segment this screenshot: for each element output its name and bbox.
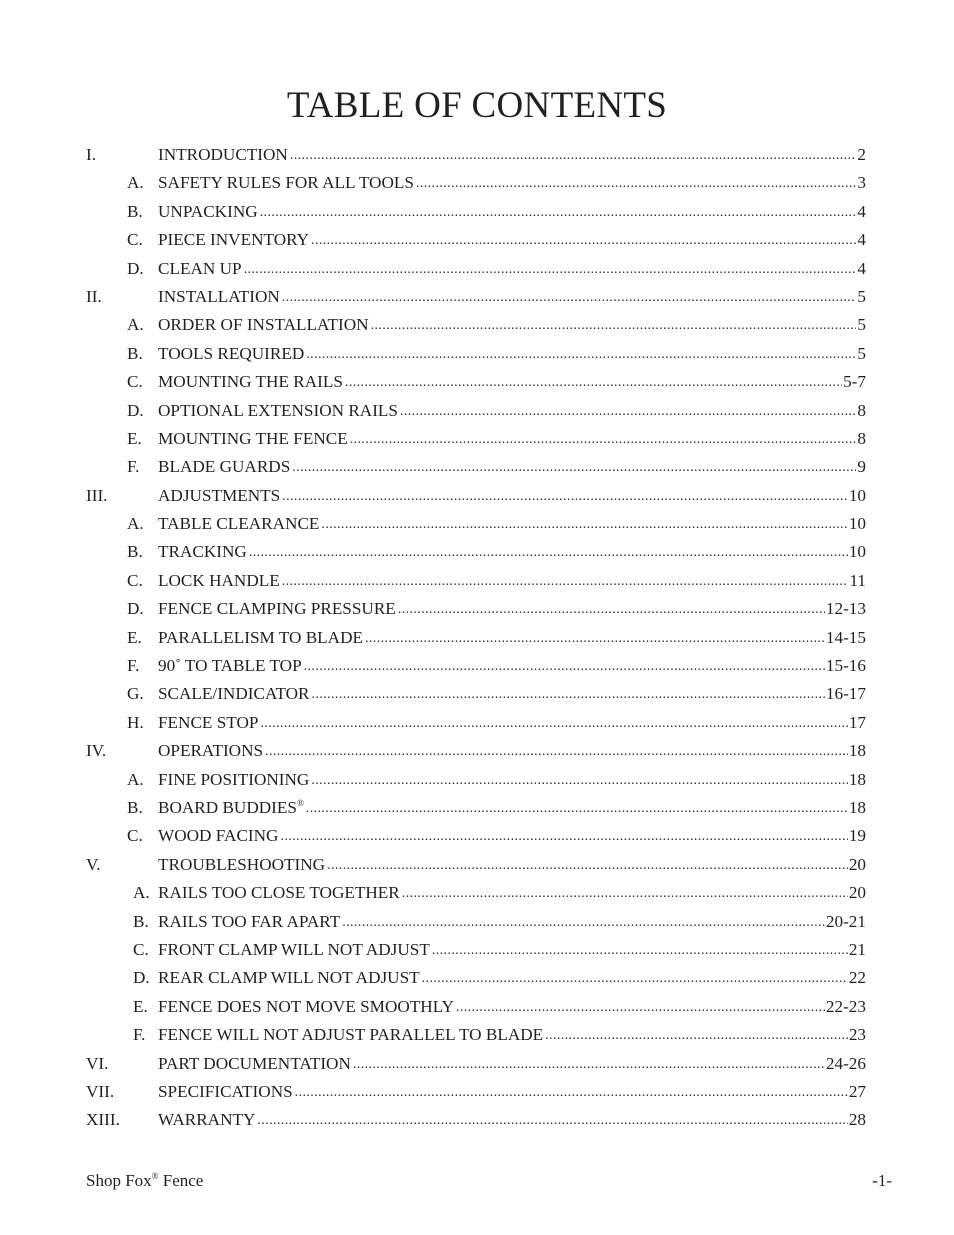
entry-title-text: FENCE CLAMPING PRESSURE <box>158 599 396 619</box>
entry-title <box>158 652 302 680</box>
footer-product: Fence <box>158 1171 204 1190</box>
toc-row <box>0 538 954 566</box>
entry-title-text: FENCE STOP <box>158 712 259 732</box>
toc-row <box>0 510 954 538</box>
section-number: VI. <box>86 1053 109 1073</box>
entry-title-text: MOUNTING THE FENCE <box>158 428 348 448</box>
toc-entry <box>158 766 866 796</box>
entry-page-number: 10 <box>848 514 866 534</box>
footer-brand <box>86 1171 203 1191</box>
entry-title-text: CLEAN UP <box>158 258 242 278</box>
entry-page-number: 10 <box>848 542 866 562</box>
dot-leader <box>280 821 847 851</box>
page-number: -1- <box>872 1171 892 1190</box>
entry-page-number: 27 <box>848 1081 866 1101</box>
section-number: XIII. <box>86 1110 120 1130</box>
subsection-letter: F. <box>133 1025 146 1045</box>
entry-title-text: BOARD BUDDIES <box>158 797 297 817</box>
entry-page-number: 22 <box>848 968 866 988</box>
toc-row <box>0 425 954 453</box>
toc-row <box>0 766 954 794</box>
subsection-letter: C. <box>127 372 143 392</box>
entry-page-number: 19 <box>848 826 866 846</box>
dot-leader <box>304 651 825 681</box>
entry-title-text: FINE POSITIONING <box>158 769 310 789</box>
entry-title <box>158 198 258 226</box>
subsection-letter: F. <box>127 656 140 676</box>
toc-row <box>0 482 954 510</box>
section-number: V. <box>86 854 101 874</box>
entry-title-text: SAFETY RULES FOR ALL TOOLS <box>158 173 414 193</box>
toc-entry <box>158 283 866 313</box>
entry-title-text: FRONT CLAMP WILL NOT ADJUST <box>158 939 430 959</box>
registered-mark: ® <box>296 797 304 808</box>
page-title: TABLE OF CONTENTS <box>286 85 668 126</box>
entry-page-number: 14-15 <box>825 627 866 647</box>
toc-entry <box>158 567 866 597</box>
entry-title-text: ORDER OF INSTALLATION <box>158 315 369 335</box>
section-number: I. <box>86 145 97 164</box>
subsection-letter: B. <box>133 911 149 931</box>
entry-title <box>158 1106 255 1134</box>
toc-row <box>0 198 954 226</box>
toc-row <box>0 993 954 1021</box>
toc-row <box>0 879 954 907</box>
entry-page-number: 23 <box>848 1025 866 1045</box>
entry-title-text: PART DOCUMENTATION <box>158 1053 351 1073</box>
toc-row <box>0 1021 954 1049</box>
entry-title-text: 90˚ TO TABLE TOP <box>158 656 302 676</box>
entry-page-number: 17 <box>848 712 866 732</box>
section-number: III. <box>86 485 108 505</box>
entry-title-text: OPERATIONS <box>158 741 264 761</box>
entry-title-text: BLADE GUARDS <box>158 457 291 477</box>
dot-leader <box>402 878 848 908</box>
toc-entry <box>158 1106 866 1136</box>
entry-title <box>158 993 454 1021</box>
toc-entry <box>158 737 866 767</box>
entry-page-number: 10 <box>848 485 866 505</box>
entry-page-number: 2 <box>857 145 866 164</box>
dot-leader <box>282 481 848 511</box>
toc-row <box>0 226 954 254</box>
toc-entry <box>158 340 866 370</box>
subsection-letter: A. <box>127 315 144 335</box>
dot-leader <box>327 850 848 880</box>
toc-row <box>0 283 954 311</box>
entry-page-number: 18 <box>848 769 866 789</box>
dot-leader <box>265 736 848 766</box>
section-number: VII. <box>86 1081 115 1101</box>
entry-title-text: FENCE DOES NOT MOVE SMOOTHLY <box>158 996 454 1016</box>
toc-row <box>0 453 954 481</box>
entry-page-number: 20-21 <box>825 911 866 931</box>
dot-leader <box>416 168 856 198</box>
entry-title-text: WOOD FACING <box>158 826 279 846</box>
entry-title-text: TROUBLESHOOTING <box>158 854 326 874</box>
entry-title-text: WARRANTY <box>158 1110 256 1130</box>
entry-title <box>158 311 369 339</box>
toc-entry <box>158 311 866 341</box>
entry-title-text: LOCK HANDLE <box>158 570 280 590</box>
entry-title <box>158 794 304 822</box>
toc-row <box>0 1050 954 1078</box>
toc-entry <box>158 453 866 483</box>
dot-leader <box>545 1020 848 1050</box>
subsection-letter: B. <box>127 201 143 221</box>
entry-title-text: MOUNTING THE RAILS <box>158 372 343 392</box>
entry-title <box>158 1021 543 1049</box>
entry-page-number: 5 <box>857 315 866 335</box>
toc-row <box>0 851 954 879</box>
toc-entry <box>158 482 866 512</box>
toc-row <box>0 567 954 595</box>
toc-entry <box>158 425 866 455</box>
subsection-letter: G. <box>127 684 144 704</box>
toc-entry <box>158 226 866 256</box>
toc-entry <box>158 624 866 654</box>
entry-page-number: 9 <box>857 457 866 477</box>
entry-title <box>158 766 309 794</box>
entry-title <box>158 255 242 283</box>
toc-row <box>0 737 954 765</box>
toc-entry <box>158 397 866 427</box>
toc-entry <box>158 1078 866 1108</box>
toc-entry <box>158 1050 866 1080</box>
toc-entry <box>158 169 866 199</box>
entry-page-number: 15-16 <box>825 656 866 676</box>
entry-title <box>158 737 263 765</box>
subsection-letter: E. <box>127 627 142 647</box>
toc-entry <box>158 964 866 994</box>
entry-title-text: SPECIFICATIONS <box>158 1081 293 1101</box>
subsection-letter: A. <box>127 514 144 534</box>
dot-leader <box>306 793 848 823</box>
toc-row <box>0 822 954 850</box>
toc-row <box>0 652 954 680</box>
entry-title <box>158 340 304 368</box>
entry-page-number: 20 <box>848 854 866 874</box>
subsection-letter: D. <box>127 258 144 278</box>
toc-entry <box>158 652 866 682</box>
entry-title-text: REAR CLAMP WILL NOT ADJUST <box>158 968 420 988</box>
dot-leader <box>353 1049 825 1079</box>
entry-title <box>158 283 280 311</box>
entry-page-number: 5 <box>857 343 866 363</box>
subsection-letter: C. <box>127 230 143 250</box>
toc-entry <box>158 879 866 909</box>
entry-page-number: 4 <box>857 201 866 221</box>
entry-title <box>158 1078 293 1106</box>
toc-row <box>0 908 954 936</box>
toc-entry <box>158 510 866 540</box>
toc-row <box>0 368 954 396</box>
dot-leader <box>345 367 842 397</box>
toc-entry <box>158 851 866 881</box>
dot-leader <box>282 566 849 596</box>
entry-title <box>158 964 420 992</box>
dot-leader <box>295 1077 848 1107</box>
toc-entry <box>158 993 866 1023</box>
subsection-letter: A. <box>127 769 144 789</box>
toc-entry <box>158 595 866 625</box>
toc-row <box>0 709 954 737</box>
table-of-contents <box>0 141 954 1135</box>
entry-title <box>158 680 310 708</box>
entry-title-text: ADJUSTMENTS <box>158 485 281 505</box>
entry-page-number: 8 <box>857 428 866 448</box>
subsection-letter: F. <box>127 457 140 477</box>
dot-leader <box>282 282 857 312</box>
entry-page-number: 18 <box>848 741 866 761</box>
entry-page-number: 18 <box>848 797 866 817</box>
toc-row <box>0 1078 954 1106</box>
entry-title <box>158 397 398 425</box>
entry-title-text: RAILS TOO CLOSE TOGETHER <box>158 883 400 903</box>
dot-leader <box>311 225 856 255</box>
entry-title <box>158 595 396 623</box>
entry-title <box>158 169 414 197</box>
entry-title <box>158 822 278 850</box>
entry-title <box>158 851 325 879</box>
dot-leader <box>398 594 825 624</box>
toc-entry <box>158 709 866 739</box>
subsection-letter: B. <box>127 797 143 817</box>
toc-entry <box>158 680 866 710</box>
dot-leader <box>365 623 825 653</box>
entry-title-text: PARALLELISM TO BLADE <box>158 627 363 647</box>
subsection-letter: E. <box>127 428 142 448</box>
entry-title <box>158 141 288 169</box>
toc-entry <box>158 936 866 966</box>
entry-title-text: OPTIONAL EXTENSION RAILS <box>158 400 398 420</box>
entry-title <box>158 368 343 396</box>
toc-row <box>0 964 954 992</box>
entry-title <box>158 624 363 652</box>
section-number: IV. <box>86 741 107 761</box>
dot-leader <box>260 708 847 738</box>
entry-title-text: UNPACKING <box>158 201 258 221</box>
entry-title-text: TRACKING <box>158 542 247 562</box>
entry-page-number: 20 <box>848 883 866 903</box>
entry-page-number: 12-13 <box>825 599 866 619</box>
toc-row <box>0 1106 954 1134</box>
subsection-letter: C. <box>127 826 143 846</box>
subsection-letter: B. <box>127 343 143 363</box>
toc-row <box>0 311 954 339</box>
toc-row <box>0 595 954 623</box>
entry-title-text: INSTALLATION <box>158 286 280 306</box>
dot-leader <box>432 935 848 965</box>
dot-leader <box>321 509 847 539</box>
entry-title <box>158 226 309 254</box>
entry-title-text: SCALE/INDICATOR <box>158 684 310 704</box>
entry-page-number: 16-17 <box>825 684 866 704</box>
toc-row <box>0 169 954 197</box>
subsection-letter: D. <box>133 968 150 988</box>
entry-page-number: 5-7 <box>843 372 866 392</box>
dot-leader <box>456 992 825 1022</box>
toc-entry <box>158 908 866 938</box>
dot-leader <box>350 424 857 454</box>
entry-title <box>158 567 280 595</box>
subsection-letter: E. <box>133 996 148 1016</box>
entry-title-text: RAILS TOO FAR APART <box>158 911 341 931</box>
entry-title <box>158 510 319 538</box>
dot-leader <box>290 140 857 170</box>
toc-row <box>0 397 954 425</box>
dot-leader <box>312 679 825 709</box>
subsection-letter: C. <box>127 570 143 590</box>
subsection-letter: A. <box>127 173 144 193</box>
entry-title <box>158 425 348 453</box>
subsection-letter: D. <box>127 400 144 420</box>
entry-page-number: 22-23 <box>825 996 866 1016</box>
entry-title <box>158 936 430 964</box>
subsection-letter: H. <box>127 712 144 732</box>
toc-entry <box>158 198 866 228</box>
entry-page-number: 4 <box>857 258 866 278</box>
toc-entry <box>158 822 866 852</box>
registered-mark: ® <box>151 1171 159 1181</box>
entry-page-number: 8 <box>857 400 866 420</box>
entry-title <box>158 482 280 510</box>
entry-page-number: 28 <box>848 1110 866 1130</box>
entry-title-text: TOOLS REQUIRED <box>158 343 305 363</box>
entry-title <box>158 908 340 936</box>
entry-page-number: 21 <box>848 939 866 959</box>
toc-row <box>0 936 954 964</box>
entry-title <box>158 1050 351 1078</box>
footer-brand-name: Shop Fox <box>86 1171 152 1190</box>
dot-leader <box>371 310 857 340</box>
dot-leader <box>422 963 848 993</box>
entry-page-number: 5 <box>857 286 866 306</box>
entry-title <box>158 538 247 566</box>
section-number: II. <box>86 286 102 306</box>
entry-page-number: 11 <box>849 570 866 590</box>
dot-leader <box>342 907 825 937</box>
dot-leader <box>260 197 857 227</box>
subsection-letter: B. <box>127 542 143 562</box>
toc-entry <box>158 1021 866 1051</box>
toc-row <box>0 680 954 708</box>
toc-entry <box>158 255 866 285</box>
entry-title <box>158 453 290 481</box>
dot-leader <box>292 452 856 482</box>
toc-row <box>0 255 954 283</box>
entry-title-text: INTRODUCTION <box>158 145 288 164</box>
dot-leader <box>257 1105 847 1135</box>
toc-row <box>0 340 954 368</box>
toc-row <box>0 624 954 652</box>
entry-title <box>158 879 400 907</box>
subsection-letter: A. <box>133 883 150 903</box>
entry-title-text: FENCE WILL NOT ADJUST PARALLEL TO BLADE <box>158 1025 544 1045</box>
entry-title <box>158 709 258 737</box>
toc-entry <box>158 538 866 568</box>
subsection-letter: C. <box>133 939 149 959</box>
dot-leader <box>249 537 848 567</box>
entry-title-text: PIECE INVENTORY <box>158 230 310 250</box>
toc-row <box>0 141 954 169</box>
dot-leader <box>400 396 856 426</box>
entry-page-number: 4 <box>857 230 866 250</box>
dot-leader <box>311 765 847 795</box>
toc-row <box>0 794 954 822</box>
dot-leader <box>306 339 856 369</box>
toc-entry <box>158 368 866 398</box>
toc-entry <box>158 794 866 824</box>
entry-title-text: TABLE CLEARANCE <box>158 514 320 534</box>
entry-page-number: 3 <box>857 173 866 193</box>
subsection-letter: D. <box>127 599 144 619</box>
dot-leader <box>244 254 857 284</box>
toc-entry <box>158 141 866 171</box>
entry-page-number: 24-26 <box>825 1053 866 1073</box>
